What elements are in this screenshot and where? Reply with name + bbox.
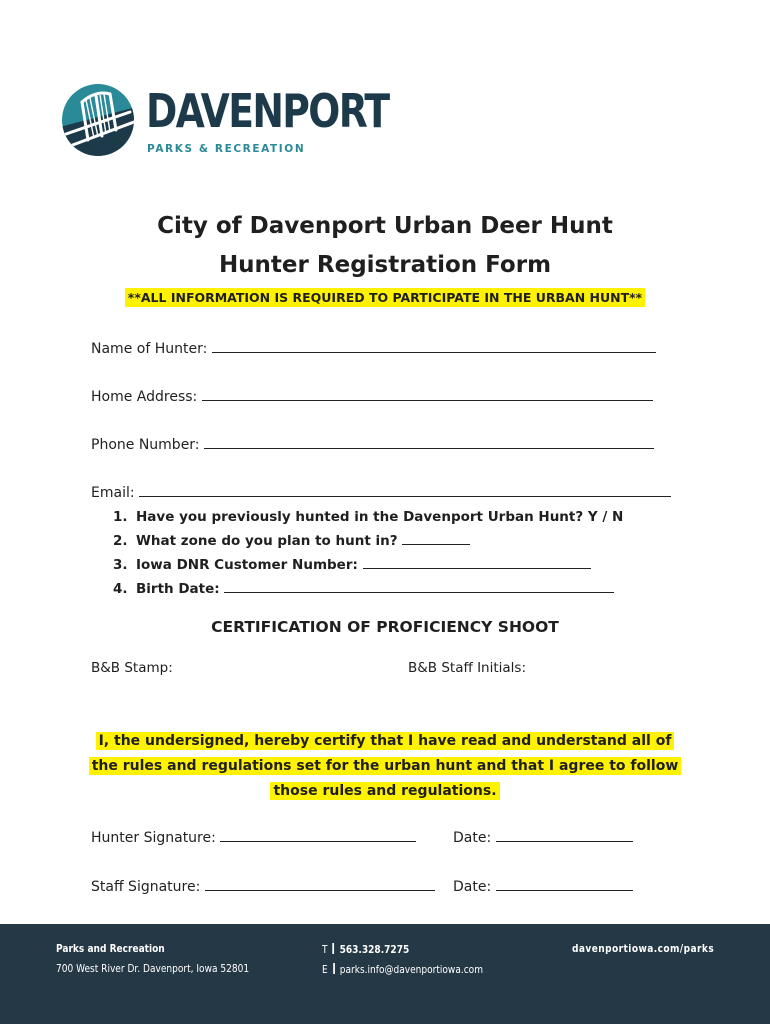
list-item — [113, 529, 623, 553]
email-link[interactable]: parks.info@davenportiowa.com — [339, 964, 484, 976]
email-label-footer: E — [322, 964, 328, 976]
list-item — [113, 505, 623, 529]
question-number: 4. — [113, 581, 128, 597]
home-address-line[interactable] — [202, 386, 653, 401]
list-item — [113, 553, 623, 577]
question-number: 3. — [113, 557, 128, 573]
bb-staff-initials-label: B&B Staff Initials: — [408, 660, 527, 676]
question-number: 2. — [113, 533, 128, 549]
bridge-logo-icon — [60, 82, 136, 158]
email-line[interactable] — [139, 482, 671, 497]
question-text: What zone do you plan to hunt in? — [136, 533, 398, 549]
home-address-field — [91, 386, 653, 405]
question-text: Birth Date: — [136, 581, 220, 597]
logo-subtitle: PARKS & RECREATION — [147, 143, 306, 155]
dnr-number-line[interactable] — [363, 554, 591, 569]
hunter-date-label: Date: — [453, 830, 492, 846]
footer-email — [322, 963, 483, 976]
certify-line-3: those rules and regulations. — [270, 782, 499, 800]
certify-line-2: the rules and regulations set for the urban hunt and that I agree to follow — [89, 757, 682, 775]
notice-banner — [0, 289, 770, 307]
footer-website — [572, 943, 714, 955]
phone-number: 563.328.7275 — [339, 944, 410, 956]
logo-wordmark: DAVENPORT — [146, 84, 389, 138]
staff-date-field — [453, 876, 633, 895]
hunter-date-line[interactable] — [496, 827, 633, 842]
email-field — [91, 482, 671, 501]
staff-date-line[interactable] — [496, 876, 633, 891]
email-label: Email: — [91, 485, 135, 501]
staff-signature-field — [91, 876, 435, 895]
list-item — [113, 577, 623, 601]
certification-statement — [80, 729, 690, 804]
divider — [333, 943, 335, 954]
question-number: 1. — [113, 509, 128, 525]
phone-number-label: Phone Number: — [91, 437, 200, 453]
phone-label: T — [322, 944, 328, 956]
davenport-logo — [60, 80, 389, 160]
form-title-line-2: Hunter Registration Form — [218, 252, 552, 278]
hunter-signature-label: Hunter Signature: — [91, 830, 216, 846]
question-text: Have you previously hunted in the Davenport Urban Hunt? Y / N — [136, 509, 624, 525]
hunter-signature-field — [91, 827, 416, 846]
home-address-label: Home Address: — [91, 389, 198, 405]
certify-line-1: I, the undersigned, hereby certify that I have read and understand all of — [96, 732, 675, 750]
question-text: Iowa DNR Customer Number: — [136, 557, 358, 573]
hunter-date-field — [453, 827, 633, 846]
name-of-hunter-label: Name of Hunter: — [91, 341, 208, 357]
website-link[interactable]: davenportiowa.com/parks — [572, 943, 715, 955]
questions-list — [113, 505, 623, 601]
name-of-hunter-field — [91, 338, 656, 357]
birth-date-line[interactable] — [224, 578, 614, 593]
staff-date-label: Date: — [453, 879, 492, 895]
hunt-zone-line[interactable] — [402, 530, 470, 545]
divider — [333, 963, 335, 974]
footer — [0, 924, 770, 1024]
hunter-signature-line[interactable] — [220, 827, 416, 842]
certification-heading: CERTIFICATION OF PROFICIENCY SHOOT — [211, 618, 559, 636]
staff-signature-line[interactable] — [205, 876, 435, 891]
phone-number-line[interactable] — [204, 434, 654, 449]
phone-number-field — [91, 434, 654, 453]
footer-phone — [322, 943, 409, 956]
footer-department: Parks and Recreation — [56, 943, 165, 955]
required-notice: **ALL INFORMATION IS REQUIRED TO PARTICIPATE IN THE URBAN HUNT** — [125, 288, 645, 307]
staff-signature-label: Staff Signature: — [91, 879, 201, 895]
bb-stamp-label: B&B Stamp: — [91, 660, 173, 676]
form-title-line-1: City of Davenport Urban Deer Hunt — [157, 213, 613, 239]
name-of-hunter-line[interactable] — [212, 338, 656, 353]
footer-address: 700 West River Dr. Davenport, Iowa 52801 — [56, 963, 250, 975]
